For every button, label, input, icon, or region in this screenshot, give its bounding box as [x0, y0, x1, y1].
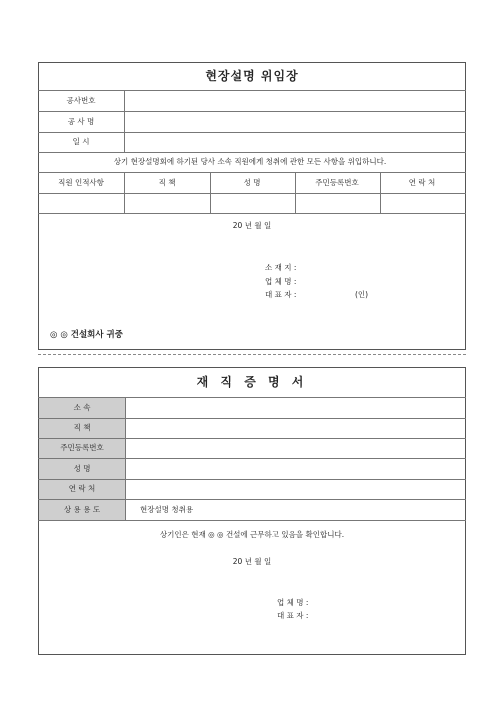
seal-mark: (인) — [355, 290, 369, 299]
divider — [38, 213, 466, 214]
certificate-company-label: 업 체 명 : — [277, 598, 309, 607]
contact-label: 연 락 처 — [68, 484, 96, 493]
column-header: 주민등록번호 — [315, 178, 359, 187]
divider — [38, 418, 466, 419]
purpose-value: 현장설명 청취용 — [140, 505, 194, 514]
column-header: 연 락 처 — [408, 178, 436, 187]
delegation-statement: 상기 현장설명회에 하기된 당사 소속 직원에게 청취에 관한 모든 사항을 위입하니다. — [113, 157, 387, 166]
position-label: 직 책 — [73, 423, 91, 432]
column-header: 직원 인적사항 — [58, 178, 104, 187]
column-header: 성 명 — [243, 178, 261, 187]
certificate-date: 20 년 월 일 — [232, 557, 272, 566]
purpose-label: 상 용 용 도 — [63, 505, 101, 514]
divider — [38, 193, 466, 194]
delegation-form-title: 현장설명 위임장 — [205, 69, 299, 83]
divider — [380, 172, 381, 213]
divider — [38, 499, 466, 500]
divider — [38, 479, 466, 480]
divider — [38, 90, 466, 91]
divider — [38, 172, 466, 173]
label-column — [39, 398, 125, 520]
divider — [124, 172, 125, 213]
project-name-label: 공 사 명 — [67, 117, 95, 126]
project-number-label: 공사번호 — [66, 96, 96, 105]
divider — [38, 111, 466, 112]
resident-number-label: 주민등록번호 — [60, 443, 104, 452]
recipient-line: ◎ ◎ 건설회사 귀중 — [50, 330, 123, 340]
company-name-label: 업 체 명 : — [265, 277, 297, 286]
datetime-label: 일 시 — [72, 137, 90, 146]
name-label: 성 명 — [73, 464, 91, 473]
delegation-form — [38, 62, 466, 350]
delegation-date: 20 년 월 일 — [232, 221, 272, 230]
representative-label: 대 표 자 : — [265, 290, 297, 299]
divider — [295, 172, 296, 213]
divider — [38, 397, 466, 398]
divider — [38, 438, 466, 439]
department-label: 소 속 — [73, 403, 91, 412]
address-label: 소 재 지 : — [265, 263, 297, 272]
divider — [38, 132, 466, 133]
certificate-representative-label: 대 표 자 : — [277, 611, 309, 620]
divider — [38, 152, 466, 153]
divider — [125, 397, 126, 520]
column-header: 직 책 — [158, 178, 176, 187]
divider — [210, 172, 211, 213]
employment-certificate-title: 재 직 증 명 서 — [196, 375, 308, 389]
divider — [124, 90, 125, 152]
certificate-statement: 상기인은 현재 ◎ ◎ 건설에 근무하고 있음을 확인합니다. — [159, 530, 345, 539]
cut-line — [38, 354, 466, 355]
divider — [38, 458, 466, 459]
divider — [38, 520, 466, 521]
